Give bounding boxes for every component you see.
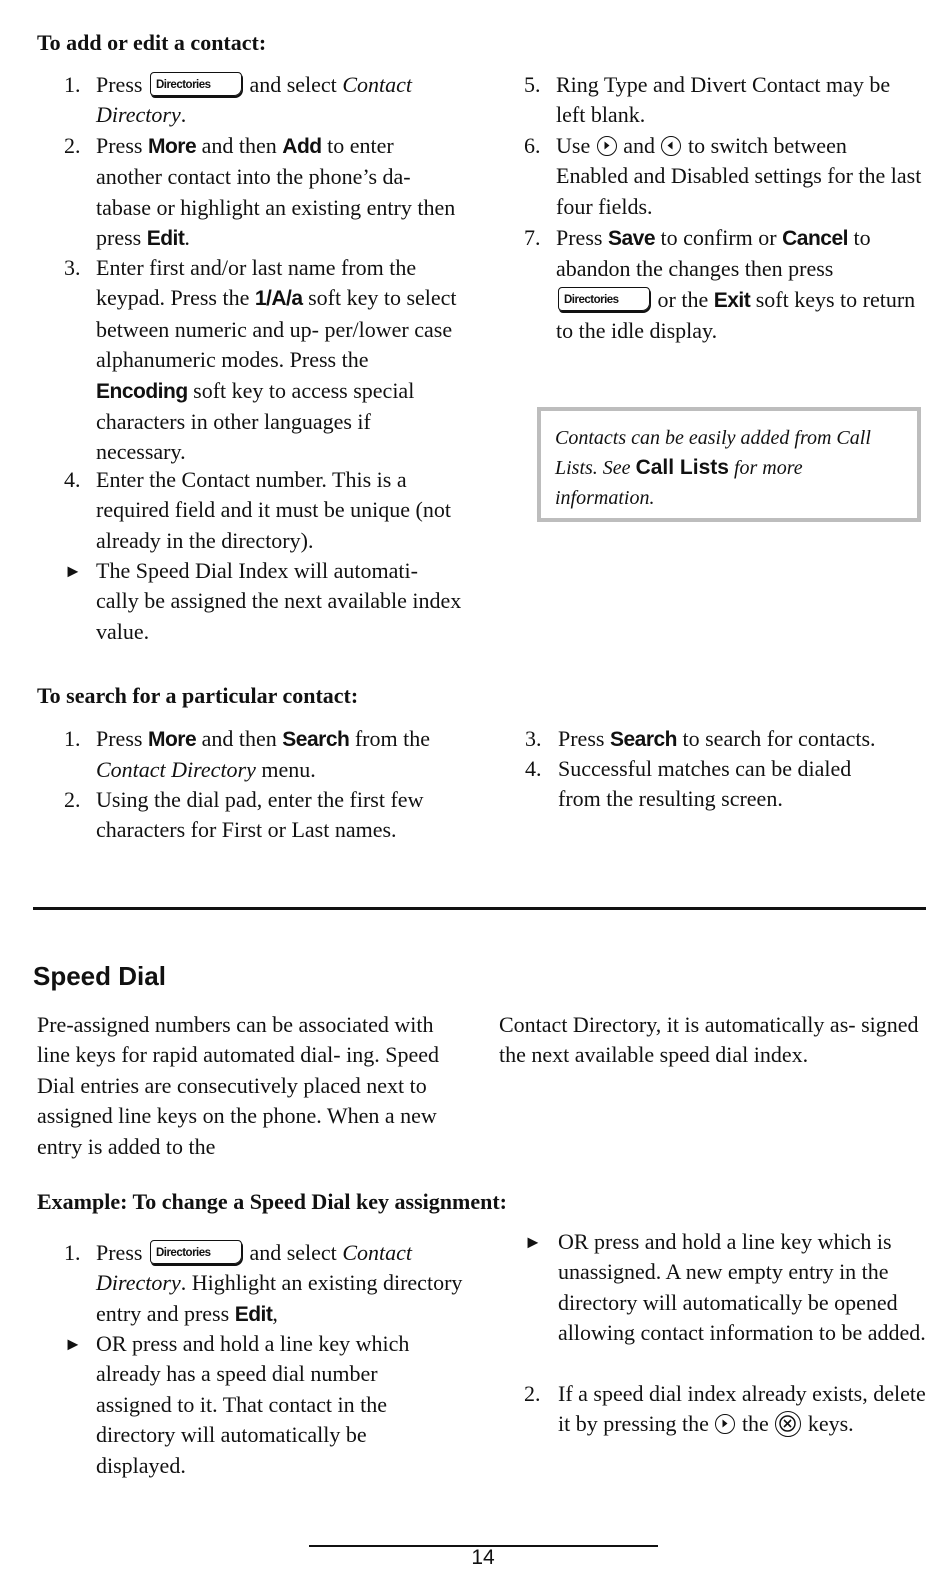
directories-key-icon: Directories — [558, 287, 650, 311]
more-softkey-label: More — [147, 135, 197, 158]
step-text: the — [741, 1411, 769, 1437]
edit-softkey-label: Edit — [234, 1302, 273, 1326]
step-number: 2. — [524, 1381, 541, 1406]
step-text: If a speed dial index already exists, delete it by pressing the — [558, 1381, 926, 1437]
step-text: Ring Type and Divert Contact may be left blank. — [556, 72, 891, 128]
step-text: menu. — [261, 757, 316, 783]
add-softkey-label: Add — [282, 135, 322, 158]
speed-dial-intro-right: Contact Directory, it is automatically as- signed the next available speed dial index. — [499, 1012, 919, 1068]
step-number: 3. — [525, 726, 542, 751]
contact-directory-ref: Contact Directory — [96, 1240, 412, 1296]
step-number: 5. — [524, 72, 541, 97]
step-text: and then — [201, 726, 277, 751]
step-text: OR press and hold a line key which already has a speed dial number assigned to it. That contact in the directory will automatically be displayed. — [96, 1331, 410, 1478]
step-number: 2. — [64, 787, 81, 812]
step-text: Enter first and/or last name from the keypad. Press the — [96, 255, 417, 311]
step-text: soft keys to return to the idle display. — [556, 286, 916, 344]
step-text: keys. — [807, 1411, 854, 1437]
step-number: 7. — [524, 225, 541, 250]
add-contact-heading: To add or edit a contact: — [37, 30, 267, 55]
cancel-softkey-label: Cancel — [782, 227, 848, 250]
call-lists-link[interactable]: Call Lists — [635, 456, 729, 479]
example-heading: Example: To change a Speed Dial key assignment: — [37, 1189, 507, 1214]
bullet-marker: ► — [64, 1334, 82, 1354]
exit-softkey-label: Exit — [713, 288, 751, 312]
step-text: OR press and hold a line key which is unassigned. A new empty entry in the directory will automatically be opened allowing contact information to be added. — [558, 1229, 926, 1346]
step-number: 3. — [64, 255, 81, 280]
step-text: Press — [96, 133, 143, 158]
step-text: and select — [249, 72, 337, 97]
step-text: Press — [558, 726, 605, 751]
step-text: The Speed Dial Index will automati- cally be assigned the next available index value. — [96, 558, 462, 644]
speed-dial-title: Speed Dial — [33, 961, 166, 991]
step-text: and select — [249, 1240, 337, 1265]
step-text: soft key to access special characters in other languages if necessary. — [96, 377, 415, 465]
section-divider — [33, 907, 926, 910]
step-number: 6. — [524, 133, 541, 158]
step-text: . — [180, 102, 187, 128]
page-number: 14 — [471, 1546, 495, 1569]
step-number: 1. — [64, 1240, 81, 1265]
step-text: and then — [201, 133, 277, 158]
right-arrow-key-icon — [715, 1414, 735, 1434]
step-text: Press — [96, 72, 143, 97]
step-text: Successful matches can be dialed from the resulting screen. — [558, 756, 852, 812]
bullet-marker: ► — [64, 561, 82, 581]
step-text: from the — [354, 726, 430, 751]
step-text: Use — [556, 133, 591, 158]
directories-key-icon: Directories — [150, 1240, 242, 1264]
step-number: 2. — [64, 133, 81, 158]
step-text: . Highlight an existing directory entry and press — [96, 1270, 463, 1326]
step-text: to abandon the changes then press — [556, 225, 871, 282]
contact-directory-ref: Contact Directory — [96, 757, 256, 783]
step-text: Press — [96, 1240, 143, 1265]
more-softkey-label: More — [147, 728, 197, 751]
speed-dial-intro-left: Pre-assigned numbers can be associated with line keys for rapid automated dial- ing. Speed Dial entries are consecutively placed next to assigned line keys on the phone. When a new entry is added to the — [37, 1012, 439, 1159]
directories-key-icon: Directories — [150, 72, 242, 96]
note-text: Contacts can be easily added from Call Lists. See — [555, 427, 871, 479]
step-text: and — [623, 133, 655, 158]
step-text: to switch between Enabled and Disabled settings for the last four fields. — [556, 133, 922, 219]
search-heading: To search for a particular contact: — [37, 683, 359, 708]
step-text: to confirm or — [660, 225, 777, 250]
left-arrow-key-icon — [661, 136, 681, 156]
step-text: Using the dial pad, enter the first few characters for First or Last names. — [96, 787, 424, 843]
note-text: for more information. — [555, 457, 803, 509]
search-softkey-label: Search — [609, 728, 677, 751]
step-number: 4. — [64, 467, 81, 492]
delete-key-icon — [775, 1411, 801, 1437]
step-number: 1. — [64, 72, 81, 97]
step-text: or the — [657, 286, 709, 312]
bullet-marker: ► — [524, 1232, 542, 1252]
mode-softkey-label: 1/A/a — [254, 287, 303, 311]
tip-note-box — [537, 407, 921, 522]
search-softkey-label: Search — [282, 728, 350, 751]
step-number: 1. — [64, 726, 81, 751]
step-text: Enter the Contact number. This is a required field and it must be unique (not already in the directory). — [96, 467, 451, 553]
step-text: soft key to select between numeric and up- per/lower case alphanumeric modes. Press the — [96, 285, 457, 373]
step-text: to enter another contact into the phone’s da- tabase or highlight an existing entry then press — [96, 133, 456, 251]
step-text: Press — [96, 726, 143, 751]
step-text: , — [272, 1300, 278, 1326]
save-softkey-label: Save — [607, 227, 655, 250]
right-arrow-key-icon — [597, 136, 617, 156]
step-text: to search for contacts. — [682, 726, 876, 751]
edit-softkey-label: Edit — [146, 227, 185, 251]
step-text: . — [184, 225, 190, 251]
step-text: Press — [556, 225, 603, 250]
encoding-softkey-label: Encoding — [96, 379, 188, 403]
step-number: 4. — [525, 756, 542, 781]
contact-directory-ref: Contact Directory — [96, 72, 412, 128]
